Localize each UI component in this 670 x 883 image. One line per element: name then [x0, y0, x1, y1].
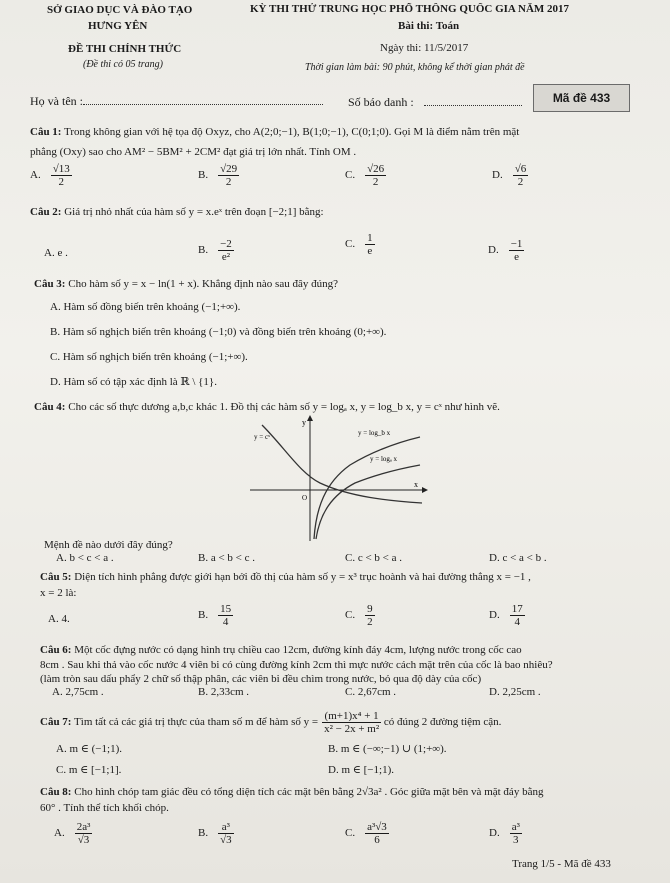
curve-a-label: y = logₐ x: [370, 455, 398, 463]
exam-title: KỲ THI THỬ TRUNG HỌC PHỔ THÔNG QUỐC GIA NĂM 2017: [250, 3, 570, 15]
q7-option-d: D. m ∈ [−1;1).: [328, 764, 394, 776]
name-field: [30, 94, 323, 109]
q8-text1: Cho hình chóp tam giác đều có tổng diện tích các mặt bên bằng 2√3a² . Góc giữa mặt bên và mặt đáy bằng: [74, 786, 544, 798]
id-label: Số báo danh :: [348, 95, 414, 109]
duration: Thời gian làm bài: 90 phút, không kể thời gian phát đề: [305, 62, 525, 73]
q3-option-b: B. Hàm số nghịch biến trên khoảng (−1;0) và đồng biến trên khoảng (0;+∞).: [50, 326, 387, 338]
q1-line1: [30, 125, 660, 139]
curve-log-b: [314, 437, 420, 539]
origin-label: O: [302, 494, 308, 502]
q1-option-b: B. $\frac{√29}{2}$: [198, 163, 238, 188]
q1-option-d: D. $\frac{√6}{2}$: [492, 163, 527, 188]
q1-label: Câu 1:: [30, 126, 62, 138]
q8-option-c: C. $\frac{\text{a³√3}}{6}$: [345, 821, 387, 846]
q2-option-d: D. $\frac{-1}{e}$: [488, 238, 523, 263]
exam-code-box: Mã đề 433: [533, 84, 630, 112]
name-label: Họ và tên :: [30, 94, 83, 108]
y-axis-arrow: [307, 415, 313, 421]
q4-option-b: B. a < b < c .: [198, 552, 256, 564]
q5-label: Câu 5:: [40, 571, 72, 583]
q1-option-a: A. $\frac{√13}{2}$: [30, 163, 70, 188]
q7-line: [40, 710, 501, 735]
dept-line1: SỞ GIAO DỤC VÀ ĐÀO TẠO: [47, 4, 193, 16]
x-label: x: [414, 480, 418, 489]
q8-option-b: B. $\frac{\text{a³}}{√3}$: [198, 821, 232, 846]
page-footer: Trang 1/5 - Mã đề 433: [512, 858, 611, 870]
q3-line: [34, 277, 338, 291]
dept-line2: HƯNG YÊN: [88, 20, 148, 32]
q2-option-c: C. $\frac{1}{e}$: [345, 232, 373, 257]
curve-b-label: y = log_b x: [358, 429, 391, 437]
q8-text2: 60° . Tính thể tích khối chóp.: [40, 802, 169, 814]
q5-option-c: C. $\frac{9}{2}$: [345, 603, 373, 628]
q4-line: [34, 400, 659, 414]
q7-label: Câu 7:: [40, 716, 72, 729]
q7-text-post: có đúng 2 đường tiệm cận.: [383, 716, 502, 729]
id-blank: [424, 105, 522, 106]
q7-fraction: $\frac{\text{(m+1)x⁴ + 1}}{\text{x² − 2x + m²}}$: [324, 710, 380, 735]
q8-option-a: A. $\frac{\text{2a³}}{√3}$: [54, 821, 91, 846]
q8-option-d: D. $\frac{\text{a³}}{3}$: [489, 821, 520, 846]
q6-label: Câu 6:: [40, 644, 72, 656]
q2-label: Câu 2:: [30, 206, 62, 218]
q5-option-d: D. $\frac{17}{4}$: [489, 603, 523, 628]
q3-label: Câu 3:: [34, 278, 66, 290]
subject: Bài thi: Toán: [398, 20, 460, 32]
curve-c-label: y = cˣ: [254, 433, 271, 441]
q4-option-c: C. c < b < a .: [345, 552, 403, 564]
q4-graph: [240, 413, 430, 543]
q7-option-a: A. m ∈ (−1;1).: [56, 743, 122, 755]
exam-date: Ngày thi: 11/5/2017: [380, 42, 469, 54]
q3-text: Cho hàm số y = x − ln(1 + x). Khẳng định nào sau đây đúng?: [68, 278, 338, 290]
q4-text: Cho các số thực dương a,b,c khác 1. Đồ thị các hàm số y = logₐ x, y = log_b x, y = cˣ như hình vẽ.: [68, 401, 500, 413]
q8-label: Câu 8:: [40, 786, 72, 798]
q5-option-b: B. $\frac{15}{4}$: [198, 603, 232, 628]
q6-text3: (làm tròn sau dấu phẩy 2 chữ số thập phân, các viên bi đều chìm trong nước, bỏ qua độ dày của cốc): [40, 673, 482, 685]
official-label: ĐỀ THI CHÍNH THỨC: [68, 43, 182, 55]
name-blank: [83, 104, 323, 105]
q6-text2: 8cm . Sau khi thả vào cốc nước 4 viên bi có cùng đường kính 2cm thì mực nước cách mặt trên của cốc là bao nhiêu?: [40, 659, 553, 671]
q2-option-b: B. $\frac{-2}{\text{e²}}$: [198, 238, 232, 263]
q1-text1: Trong không gian với hệ tọa độ Oxyz, cho A(2;0;−1), B(1;0;−1), C(0;1;0). Gọi M là điểm nằm trên mặt: [64, 126, 520, 138]
q3-option-d: D. Hàm số có tập xác định là ℝ \ {1}.: [50, 376, 217, 388]
q5-text2: x = 2 là:: [40, 587, 77, 599]
q7-option-c: C. m ∈ [−1;1].: [56, 764, 122, 776]
q6-option-b: B. 2,33cm .: [198, 686, 250, 698]
q5-line1: [40, 570, 660, 584]
q4-option-d: D. c < a < b .: [489, 552, 547, 564]
q4-option-a: A. b < c < a .: [56, 552, 114, 564]
q4-label: Câu 4:: [34, 401, 66, 413]
q2-line: [30, 205, 324, 219]
q2-text: Giá trị nhỏ nhất của hàm số y = x.eˣ trên đoạn [−2;1] bằng:: [64, 206, 324, 218]
id-field: [348, 95, 522, 110]
q8-line1: [40, 785, 665, 799]
q6-text1: Một cốc đựng nước có dạng hình trụ chiều cao 12cm, đường kính đáy 4cm, lượng nước trong cốc cao: [74, 644, 522, 656]
q6-line1: [40, 643, 665, 657]
q3-option-a: A. Hàm số đồng biến trên khoảng (−1;+∞).: [50, 301, 241, 313]
pages-note: (Đề thi có 05 trang): [83, 59, 163, 70]
q6-option-c: C. 2,67cm .: [345, 686, 397, 698]
q5-option-a: A. 4.: [48, 613, 70, 625]
q6-option-d: D. 2,25cm .: [489, 686, 541, 698]
q3-option-c: C. Hàm số nghịch biến trên khoảng (−1;+∞).: [50, 351, 248, 363]
y-label: y: [302, 418, 306, 427]
q2-option-a: A. e .: [44, 247, 68, 259]
q5-text1: Diện tích hình phẳng được giới hạn bởi đồ thị của hàm số y = x³ trục hoành và hai đường thẳng x = −1 ,: [74, 571, 531, 583]
q4-prompt: Mệnh đề nào dưới đây đúng?: [44, 539, 173, 551]
q7-text-pre: Tìm tất cả các giá trị thực của tham số m để hàm số y =: [74, 716, 319, 729]
q7-option-b: B. m ∈ (−∞;−1) ∪ (1;+∞).: [328, 743, 447, 755]
q6-option-a: A. 2,75cm .: [52, 686, 104, 698]
q1-text2: phẳng (Oxy) sao cho AM² − 5BM² + 2CM² đạt giá trị lớn nhất. Tính OM .: [30, 146, 357, 158]
q1-option-c: C. $\frac{√26}{2}$: [345, 163, 385, 188]
x-axis-arrow: [422, 487, 428, 493]
